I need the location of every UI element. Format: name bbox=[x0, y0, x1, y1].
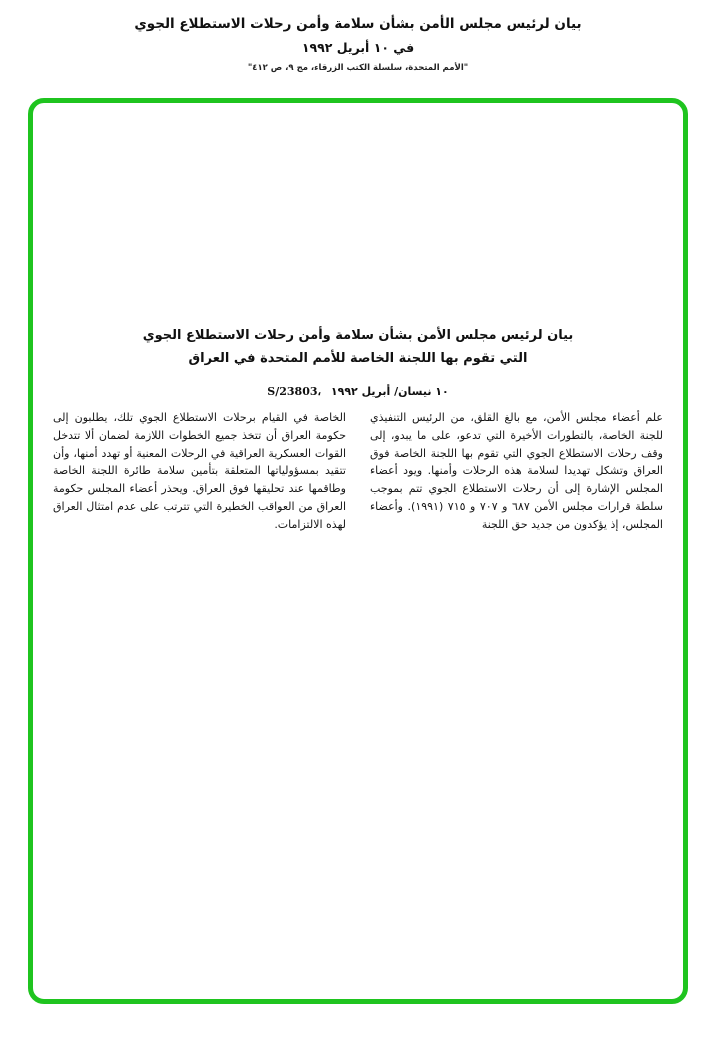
document-body bbox=[33, 103, 683, 999]
document-title bbox=[33, 325, 683, 371]
document-symbol-line bbox=[33, 385, 683, 398]
document-title-line-1: بيان لرئيس مجلس الأمن بشأن سلامة وأمن رحلات الاستطلاع الجوي bbox=[142, 328, 574, 343]
document-title-line-2: التي تقوم بها اللجنة الخاصة للأمم المتحدة في العراق bbox=[188, 350, 528, 366]
page-header bbox=[0, 16, 716, 73]
document-symbol: S/23803، bbox=[267, 385, 322, 398]
text-columns bbox=[53, 409, 663, 534]
header-source-citation: "الأمم المتحدة، سلسلة الكتب الزرقاء، مج ٩، ص ٤١٢" bbox=[247, 63, 469, 73]
column-right-paragraph: علم أعضاء مجلس الأمن، مع بالغ القلق، من الرئيس التنفيذي للجنة الخاصة، بالتطورات الأخيرة التي تدعو، على ما يبدو، إلى وقف رحلات الاستطلاع الجوي التي تقوم بها اللجنة الخاصة فوق العراق وتشكل تهديدا لسلامة هذه الرحلات وأمنها. ويود أعضاء المجلس الإشارة إلى أن رحلات الاستطلاع الجوي تتم بموجب سلطة قرارات مجلس الأمن ٦٨٧ و ٧٠٧ و ٧١٥ (١٩٩١). وأعضاء المجلس، إذ يؤكدون من جديد حق اللجنة bbox=[370, 411, 663, 531]
document-frame bbox=[28, 98, 688, 1004]
column-left-paragraph: الخاصة في القيام برحلات الاستطلاع الجوي تلك، يطلبون إلى حكومة العراق أن تتخذ جميع الخطوات اللازمة لضمان ألا تتدخل القوات العسكرية العراقية في الرحلات المعنية أو تهدد أمنها، وأن تتقيد بمسؤولياتها المتعلقة بتأمين سلامة طائرة اللجنة الخاصة وطاقمها عند تحليقها فوق العراق. ويحذر أعضاء المجلس حكومة العراق من العواقب الخطيرة التي تترتب على عدم امتثال العراق لهذه الالتزامات. bbox=[53, 411, 346, 531]
header-date: في ١٠ أبريل ١٩٩٢ bbox=[301, 40, 415, 55]
header-title: بيان لرئيس مجلس الأمن بشأن سلامة وأمن رحلات الاستطلاع الجوي bbox=[134, 16, 582, 32]
document-date: ١٠ نيسان/ أبريل ١٩٩٢ bbox=[330, 385, 449, 398]
